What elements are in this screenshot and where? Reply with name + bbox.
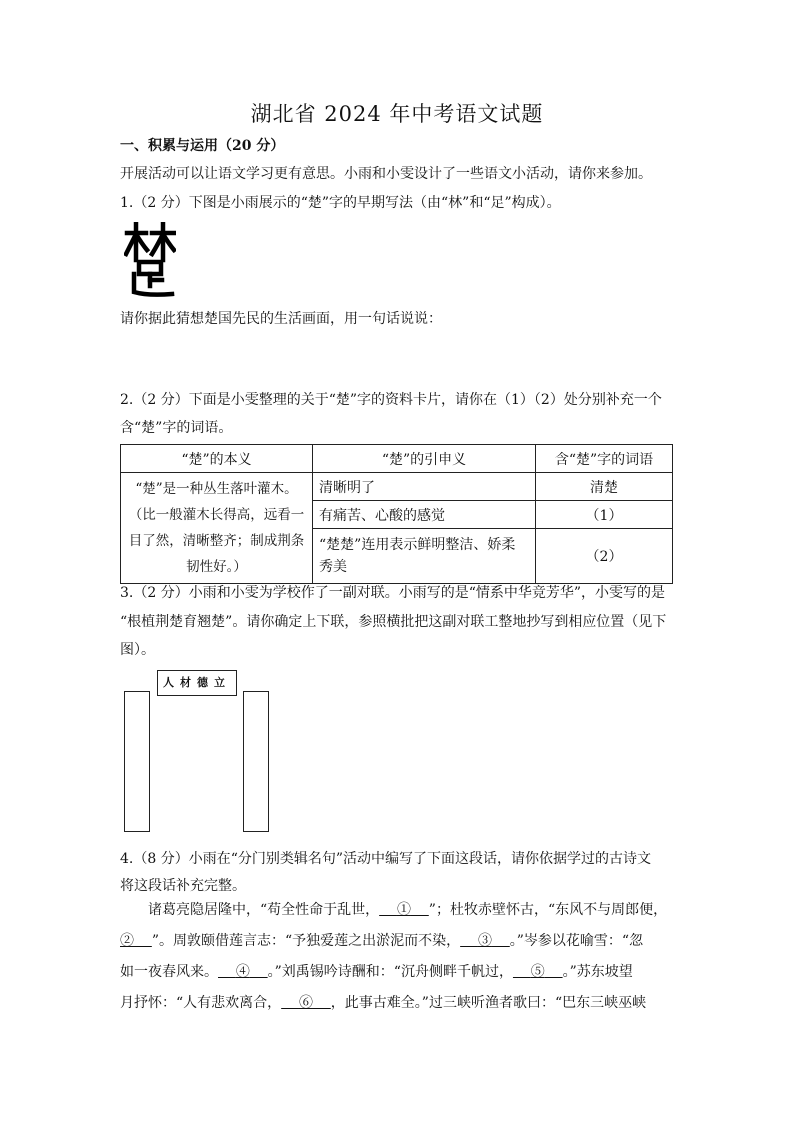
fill-blank-5[interactable] xyxy=(513,964,563,980)
para-text: 。”岑参以花喻雪：“忽 xyxy=(509,933,644,949)
para-text: ，此事古难全。”过三峡听渔者歌曰：“巴东三峡巫峡 xyxy=(330,995,647,1011)
original-meaning-line: 目了然，清晰整齐；制成荆条 xyxy=(128,533,305,549)
extended-meaning-cell: 清晰明了 xyxy=(313,473,536,501)
section-intro: 开展活动可以让语文学习更有意思。小雨和小雯设计了一些语文小活动，请你来参加。 xyxy=(120,166,652,182)
section-heading: 一、积累与运用（20 分） xyxy=(120,138,285,154)
para-text: ”；杜牧赤壁怀古，“东风不与周郎便， xyxy=(428,902,668,918)
extended-line: “楚楚”连用表示鲜明整洁、娇柔 xyxy=(319,537,516,553)
couplet-right-scroll[interactable] xyxy=(243,691,269,832)
header-extended-meaning: “楚”的引申义 xyxy=(313,445,536,473)
ancient-chu-character-icon xyxy=(124,222,176,300)
blank-number: ① xyxy=(396,902,411,918)
fill-blank-1[interactable] xyxy=(379,902,429,918)
word-cell: 清楚 xyxy=(536,473,673,501)
original-meaning-line: 韧性好。） xyxy=(186,559,247,575)
couplet-banner: 人材德立 xyxy=(157,670,237,696)
para-text: 月抒怀：“人有悲欢离合， xyxy=(120,995,282,1011)
table-header-row xyxy=(121,445,673,473)
answer-blank-2[interactable]: （2） xyxy=(536,529,673,584)
fill-blank-6[interactable] xyxy=(281,995,331,1011)
blank-number: ③ xyxy=(477,933,492,949)
fill-blank-4[interactable] xyxy=(218,964,268,980)
para-text: ”。周敦颐借莲言志：“予独爱莲之出淤泥而不染， xyxy=(151,933,461,949)
original-meaning-line: （比一般灌木长得高，远看一 xyxy=(128,507,305,523)
q4-line1: 4.（8 分）小雨在“分门别类辑名句”活动中编写了下面这段话，请你依据学过的古诗文 xyxy=(120,851,652,867)
para-line xyxy=(120,895,675,926)
para-text: 诸葛亮隐居隆中，“苟全性命于乱世， xyxy=(148,902,380,918)
answer-blank-1[interactable]: （1） xyxy=(536,501,673,529)
extended-meaning-cell xyxy=(313,529,536,584)
blank-number: ⑤ xyxy=(530,964,545,980)
blank-number: ④ xyxy=(235,964,250,980)
original-meaning-line: “楚”是一种丛生落叶灌木。 xyxy=(135,481,298,497)
fill-blank-2[interactable] xyxy=(120,933,152,949)
para-line xyxy=(120,988,675,1019)
blank-number: ⑥ xyxy=(298,995,313,1011)
q3-line2: “根植荆楚育翘楚”。请你确定上下联，参照横批把这副对联工整地抄写到相应位置（见下 xyxy=(120,614,667,630)
q4-paragraph xyxy=(120,895,675,1019)
q1-prompt: 请你据此猜想楚国先民的生活画面，用一句话说说： xyxy=(120,311,442,327)
para-line xyxy=(120,926,675,957)
info-card-table xyxy=(120,444,673,584)
extended-meaning-cell: 有痛苦、心酸的感觉 xyxy=(313,501,536,529)
para-text: 如一夜春风来。 xyxy=(120,964,218,980)
q1-stem: 1.（2 分）下图是小雨展示的“楚”字的早期写法（由“林”和“足”构成）。 xyxy=(120,195,561,211)
page-title: 湖北省 2024 年中考语文试题 xyxy=(250,102,544,126)
header-original-meaning: “楚”的本义 xyxy=(121,445,313,473)
couplet-left-scroll[interactable] xyxy=(124,691,150,832)
q4-line2: 将这段话补充完整。 xyxy=(120,878,246,894)
q2-stem-line1: 2.（2 分）下面是小雯整理的关于“楚”字的资料卡片，请你在（1）（2）处分别补充一个 xyxy=(120,392,662,408)
original-meaning-cell xyxy=(121,473,313,584)
fill-blank-3[interactable] xyxy=(460,933,510,949)
q3-line1: 3.（2 分）小雨和小雯为学校作了一副对联。小雨写的是“情系中华竞芳华”，小雯写的是 xyxy=(120,585,666,601)
blank-number: ② xyxy=(120,933,134,949)
extended-line: 秀美 xyxy=(319,559,347,575)
para-text: 。”刘禹锡吟诗酬和：“沉舟侧畔千帆过， xyxy=(267,964,513,980)
header-words: 含“楚”字的词语 xyxy=(536,445,673,473)
para-text: 。”苏东坡望 xyxy=(562,964,633,980)
q3-line3: 图）。 xyxy=(120,642,155,658)
table-row xyxy=(121,473,673,501)
q2-stem-line2: 含“楚”字的词语。 xyxy=(120,420,233,436)
para-line xyxy=(120,957,675,988)
